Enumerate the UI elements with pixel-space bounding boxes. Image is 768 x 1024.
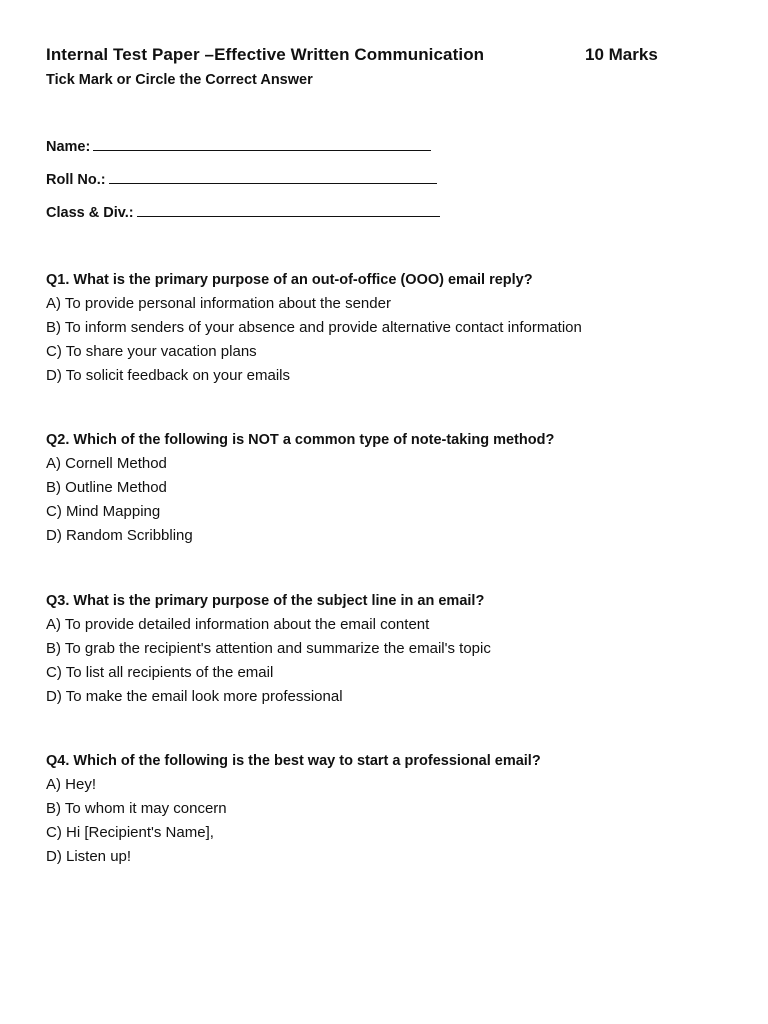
question-text: Q4. Which of the following is the best way to start a professional email?: [46, 753, 541, 769]
option-a[interactable]: A) Cornell Method: [46, 455, 167, 472]
question-2: [46, 428, 736, 548]
option-d[interactable]: D) Listen up!: [46, 848, 132, 865]
instruction-text: Tick Mark or Circle the Correct Answer: [46, 72, 313, 88]
option-d[interactable]: D) To make the email look more professional: [46, 688, 343, 705]
class-field: [46, 202, 440, 221]
option-c[interactable]: C) Mind Mapping: [46, 503, 161, 520]
option-d[interactable]: D) To solicit feedback on your emails: [46, 367, 290, 384]
class-blank-line[interactable]: [137, 202, 440, 217]
total-marks: 10 Marks: [585, 45, 658, 64]
option-c[interactable]: C) Hi [Recipient's Name],: [46, 824, 214, 841]
option-b[interactable]: B) To inform senders of your absence and provide alternative contact information: [46, 319, 582, 336]
option-d[interactable]: D) Random Scribbling: [46, 527, 193, 544]
option-c[interactable]: C) To share your vacation plans: [46, 343, 257, 360]
option-b[interactable]: B) To grab the recipient's attention and summarize the email's topic: [46, 640, 491, 657]
option-a[interactable]: A) To provide personal information about the sender: [46, 295, 391, 312]
question-text: Q3. What is the primary purpose of the subject line in an email?: [46, 593, 485, 609]
roll-field: [46, 169, 437, 188]
roll-label: Roll No.:: [46, 172, 106, 188]
name-label: Name:: [46, 139, 91, 155]
class-label: Class & Div.:: [46, 205, 134, 221]
question-1: [46, 268, 736, 388]
name-field: [46, 136, 431, 155]
option-b[interactable]: B) Outline Method: [46, 479, 167, 496]
page-title: Internal Test Paper –Effective Written Communication: [46, 45, 485, 64]
question-text: Q2. Which of the following is NOT a common type of note-taking method?: [46, 432, 555, 448]
question-text: Q1. What is the primary purpose of an out-of-office (OOO) email reply?: [46, 272, 533, 288]
question-4: [46, 749, 736, 869]
option-a[interactable]: A) To provide detailed information about the email content: [46, 616, 430, 633]
option-c[interactable]: C) To list all recipients of the email: [46, 664, 274, 681]
name-blank-line[interactable]: [93, 136, 431, 151]
option-a[interactable]: A) Hey!: [46, 776, 97, 793]
roll-blank-line[interactable]: [109, 169, 437, 184]
option-b[interactable]: B) To whom it may concern: [46, 800, 227, 817]
question-3: [46, 589, 736, 709]
